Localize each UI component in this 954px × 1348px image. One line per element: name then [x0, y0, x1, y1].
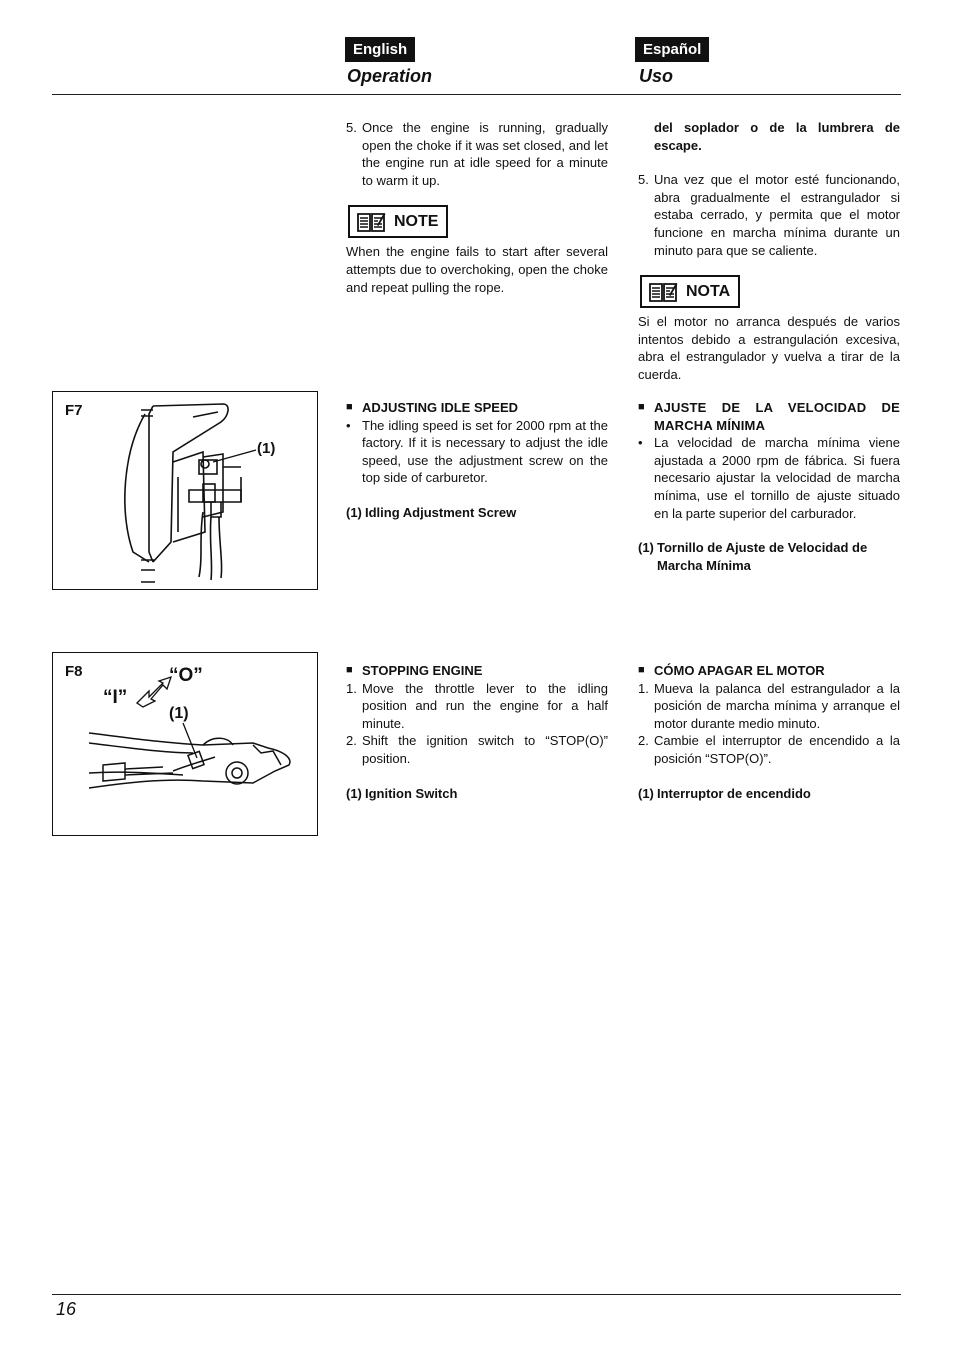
- spanish-idle-section: [638, 399, 900, 574]
- on-position-label: “I”: [103, 687, 128, 708]
- spanish-section-title: Uso: [639, 66, 674, 86]
- english-stop-step-2: [346, 732, 608, 767]
- book-icon: [648, 281, 678, 303]
- footer-rule: [52, 1294, 901, 1295]
- english-stop-caption: [346, 785, 608, 803]
- heading-text: ADJUSTING IDLE SPEED: [362, 400, 519, 415]
- bullet-text: The idling speed is set for 2000 rpm at the factory. If it is necessary to adjust the idle speed, use the adjustment screw on the top side of carburetor.: [362, 417, 608, 486]
- english-language-tab: English: [345, 37, 415, 62]
- step-text: Shift the ignition switch to “STOP(O)” position.: [362, 733, 608, 766]
- english-idle-section: [346, 399, 608, 522]
- spanish-continued-text: del soplador o de la lumbrera de escape.: [654, 120, 900, 153]
- figure-f8: [52, 652, 318, 836]
- spanish-step-5: [638, 171, 900, 259]
- english-stop-step-1: [346, 680, 608, 733]
- caption-key: (1): [346, 785, 362, 801]
- bullet-text: La velocidad de marcha mínima viene ajustada a 2000 rpm de fábrica. Si fuera necesario ajustar la velocidad de marcha mínima, use el tornillo de ajuste situado en la parte superior del carburador.: [654, 435, 900, 521]
- english-idle-caption: [346, 504, 608, 522]
- english-section-title: Operation: [347, 66, 433, 86]
- step-text: Una vez que el motor esté funcionando, abra gradualmente el estrangulador si estaba cerrado, y permita que el motor funcione en marcha mínima durante un minuto para que se caliente.: [654, 172, 900, 258]
- spanish-stop-heading: [638, 662, 900, 680]
- page-number: 16: [56, 1299, 77, 1319]
- caption-text: Idling Adjustment Screw: [365, 504, 517, 520]
- step-number: 1.: [638, 680, 649, 696]
- off-position-label: “O”: [169, 665, 203, 686]
- spanish-note-text: Si el motor no arranca después de varios intentos debido a estrangulación excesiva, abra el estrangulador y vuelva a tirar de la cuerda.: [638, 314, 900, 382]
- step-number: 5.: [638, 172, 649, 188]
- caption-key: (1): [638, 785, 654, 801]
- bullet-icon: •: [346, 417, 351, 433]
- book-icon: [356, 211, 386, 233]
- spanish-stop-step-2: [638, 732, 900, 767]
- figure-callout: (1): [257, 440, 276, 457]
- heading-text: CÓMO APAGAR EL MOTOR: [654, 663, 825, 678]
- english-step-5: [346, 119, 608, 189]
- spanish-stop-step-1: [638, 680, 900, 733]
- step-text: Mueva la palanca del estrangulador a la posición de marcha mínima y arranque el motor durante medio minuto.: [654, 680, 900, 731]
- square-bullet-icon: ■: [638, 401, 645, 413]
- figure-f7: [52, 391, 318, 590]
- spanish-idle-bullet: [638, 434, 900, 522]
- step-text: Once the engine is running, gradually open the choke if it was set closed, and let the engine run at idle speed for a minute to warm it up.: [362, 120, 608, 188]
- note-label: NOTA: [686, 282, 731, 300]
- english-idle-heading: [346, 399, 608, 417]
- english-idle-bullet: [346, 417, 608, 487]
- spanish-idle-caption: [638, 539, 900, 574]
- figure-callout: (1): [169, 705, 189, 722]
- step-number: 1.: [346, 680, 357, 696]
- carburetor-illustration: [53, 392, 317, 589]
- caption-text: Interruptor de encendido: [657, 785, 811, 801]
- heading-text: AJUSTE DE LA VELOCIDAD DE MARCHA MÍNIMA: [654, 400, 900, 433]
- caption-text: Ignition Switch: [365, 785, 458, 801]
- spanish-idle-heading: [638, 399, 900, 434]
- spanish-language-tab: Español: [635, 37, 709, 62]
- spanish-start-section: [638, 119, 900, 384]
- english-note-box: [348, 205, 448, 238]
- step-number: 2.: [346, 733, 357, 749]
- figure-label: F7: [65, 402, 83, 419]
- english-stop-section: [346, 662, 608, 802]
- caption-text: Tornillo de Ajuste de Velocidad de Marcha Mínima: [657, 540, 868, 573]
- spanish-stop-caption: [638, 785, 900, 803]
- note-label: NOTE: [394, 213, 439, 231]
- english-start-section: [346, 119, 608, 296]
- spanish-note-box: [640, 275, 740, 308]
- english-stop-heading: [346, 662, 608, 680]
- figure-label: F8: [65, 663, 83, 680]
- step-text: Move the throttle lever to the idling position and run the engine for a half minute.: [362, 680, 608, 731]
- bullet-icon: •: [638, 435, 643, 451]
- step-text: Cambie el interruptor de encendido a la posición “STOP(O)”.: [654, 733, 900, 766]
- square-bullet-icon: ■: [346, 401, 353, 413]
- square-bullet-icon: ■: [346, 664, 353, 676]
- caption-key: (1): [638, 540, 654, 556]
- step-number: 5.: [346, 120, 357, 135]
- step-number: 2.: [638, 733, 649, 749]
- square-bullet-icon: ■: [638, 664, 645, 676]
- spanish-stop-section: [638, 662, 900, 802]
- heading-text: STOPPING ENGINE: [362, 663, 483, 678]
- caption-key: (1): [346, 504, 362, 520]
- english-note-text: When the engine fails to start after several attempts due to overchoking, open the choke and repeat pulling the rope.: [346, 244, 608, 295]
- header-rule: [52, 94, 901, 95]
